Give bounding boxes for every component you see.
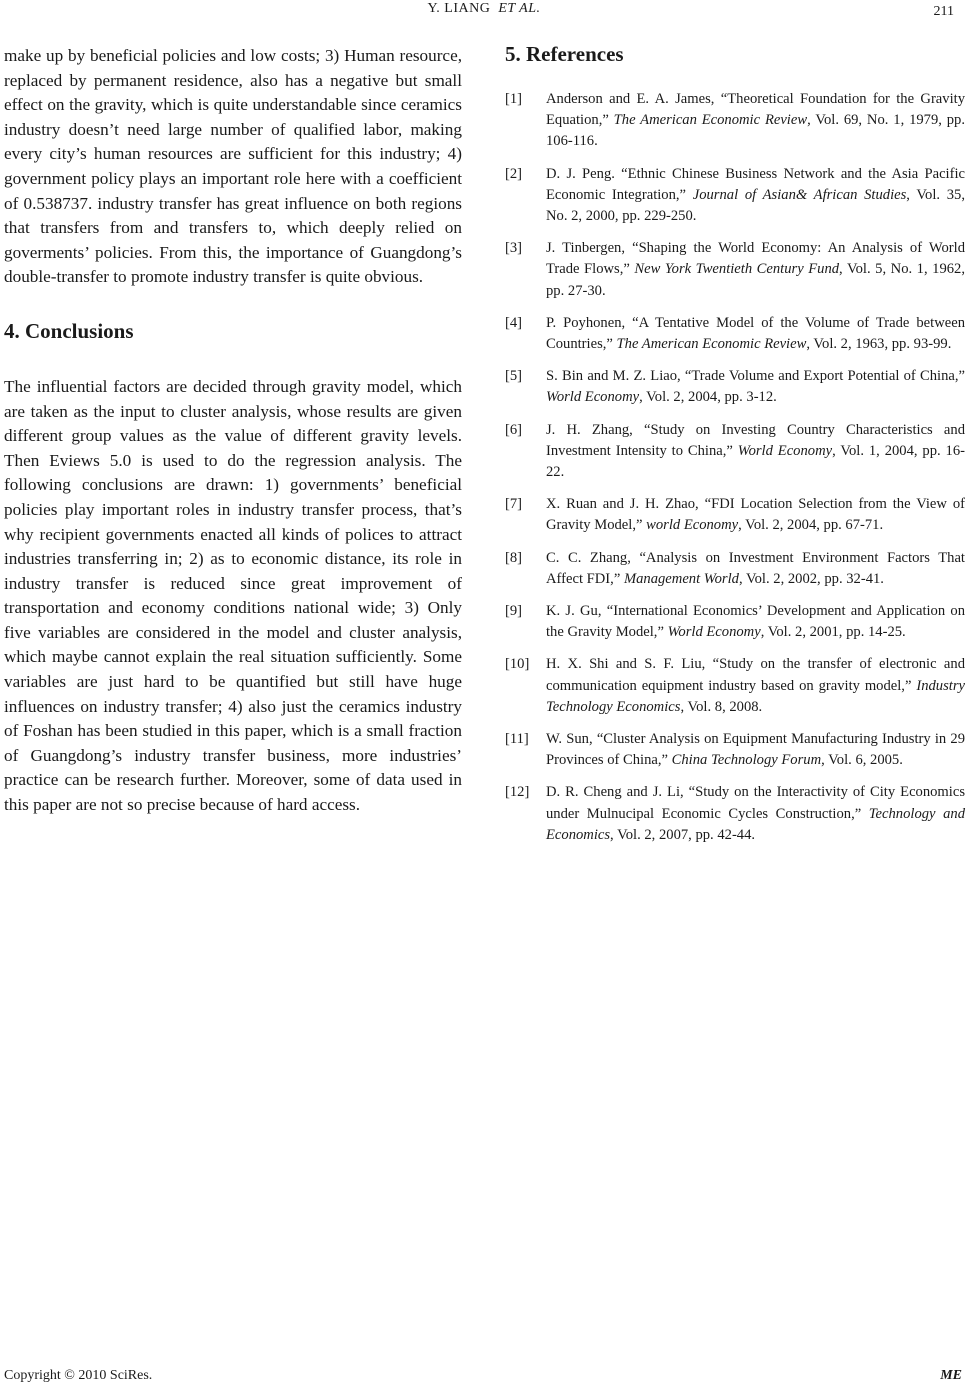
reference-number: [7] xyxy=(505,496,523,513)
reference-text xyxy=(546,313,965,355)
reference-number: [3] xyxy=(505,240,523,257)
running-head-etal: ET AL. xyxy=(498,1,541,16)
reference-text xyxy=(546,548,965,590)
reference-venue: The American Economic Review xyxy=(616,336,807,353)
reference-details: , Vol. 5, No. 1, 1962, pp. 27-30. xyxy=(546,261,965,299)
reference-details: , Vol. 2, 2004, pp. 3-12. xyxy=(639,389,777,406)
running-head xyxy=(0,1,968,17)
right-column xyxy=(505,44,965,857)
reference-authors-title: S. Bin and M. Z. Liao, “Trade Volume and Export Potential of China,” xyxy=(546,368,965,385)
page-number: 211 xyxy=(933,4,954,19)
reference-number: [6] xyxy=(505,421,523,438)
reference-details: , Vol. 6, 2005. xyxy=(821,752,903,769)
reference-text xyxy=(546,782,965,846)
reference-number: [12] xyxy=(505,784,530,801)
reference-authors-title: J. H. Zhang, “Study on Investing Country Characteristics and Investment Intensity to China,” xyxy=(546,421,965,459)
reference-item xyxy=(505,782,965,846)
reference-item xyxy=(505,601,965,643)
reference-list xyxy=(505,89,965,846)
reference-details: , Vol. 2, 2007, pp. 42-44. xyxy=(610,826,756,843)
reference-details: , Vol. 2, 1963, pp. 93-99. xyxy=(806,336,952,353)
reference-number: [2] xyxy=(505,165,523,182)
reference-details: , Vol. 35, No. 2, 2000, pp. 229-250. xyxy=(546,186,965,225)
reference-venue: China Technology Forum xyxy=(671,752,822,769)
reference-venue: Technology and Economics xyxy=(546,805,965,843)
reference-text xyxy=(546,89,965,153)
reference-item xyxy=(505,164,965,228)
reference-item xyxy=(505,366,965,408)
reference-text xyxy=(546,729,965,771)
reference-number: [8] xyxy=(505,549,523,566)
conclusions-heading: 4. Conclusions xyxy=(4,318,134,343)
reference-details: , Vol. 1, 2004, pp. 16-22. xyxy=(546,442,965,481)
reference-text xyxy=(546,164,965,228)
reference-venue: World Economy xyxy=(667,624,761,641)
left-column xyxy=(4,44,462,818)
reference-item xyxy=(505,494,965,536)
reference-venue: World Economy xyxy=(546,389,640,406)
reference-venue: The American Economic Review xyxy=(613,112,808,129)
reference-item xyxy=(505,313,965,355)
reference-authors-title: D. R. Cheng and J. Li, “Study on the Interactivity of City Economics under Mulnucipal Economic Cycles Construction,” xyxy=(546,784,965,822)
reference-number: [5] xyxy=(505,368,523,385)
reference-authors-title: D. J. Peng. “Ethnic Chinese Business Network and the Asia Pacific Economic Integration,” xyxy=(546,165,965,203)
reference-number: [10] xyxy=(505,656,530,673)
reference-authors-title: W. Sun, “Cluster Analysis on Equipment Manufacturing Industry in 29 Provinces of China,” xyxy=(546,731,965,769)
reference-authors-title: P. Poyhonen, “A Tentative Model of the Volume of Trade between Countries,” xyxy=(546,314,965,353)
reference-item xyxy=(505,238,965,302)
reference-venue: world Economy xyxy=(646,517,739,534)
reference-text xyxy=(546,601,965,643)
reference-item xyxy=(505,548,965,590)
reference-venue: New York Twentieth Century Fund xyxy=(634,261,840,278)
reference-details: , Vol. 2, 2001, pp. 14-25. xyxy=(760,624,906,641)
conclusions-paragraph: The influential factors are decided through gravity model, which are taken as the input to cluster analysis, whose results are given different group values as the value of different gravity levels. Then Eviews 5.0 is used to do the regression analysis. The following conclusions are drawn: 1) governments’ beneficial policies play important roles in industry transfer process, that’s why recipient governments enacted all kinds of polices to attract industries transferring in; 2) as to economic distance, its role in industry transfer is reduced since great improvement of transportation and economy conditions national wide; 3) Only five variables are considered in the model and cluster analysis, which maybe cannot explain the real situation sufficiently. Some variables are just hard to be quantified but still have huge influences on industry transfer; 4) also just the ceramics industry of Foshan has been studied in this paper, which is a small fraction of Guangdong’s industry transfer business, more industries’ practice can be research further. Moreover, some of data used in this paper are not so precise because of hard access. xyxy=(4,376,462,815)
reference-text xyxy=(546,238,965,302)
reference-authors-title: Anderson and E. A. James, “Theoretical Foundation for the Gravity Equation,” xyxy=(546,91,965,129)
reference-number: [4] xyxy=(505,314,523,331)
reference-details: , Vol. 8, 2008. xyxy=(680,698,763,715)
reference-item xyxy=(505,420,965,484)
reference-details: , Vol. 69, No. 1, 1979, pp. 106-116. xyxy=(546,112,965,150)
reference-venue: World Economy xyxy=(737,442,833,459)
reference-number: [9] xyxy=(505,603,523,620)
reference-venue: Journal of Asian& African Studies xyxy=(692,186,907,203)
reference-text xyxy=(546,420,965,484)
reference-item xyxy=(505,89,965,153)
reference-text xyxy=(546,654,965,718)
reference-item xyxy=(505,729,965,771)
reference-venue: Management World xyxy=(623,570,739,587)
reference-authors-title: K. J. Gu, “International Economics’ Development and Application on the Gravity Model,” xyxy=(546,603,965,641)
running-head-authors: Y. LIANG xyxy=(427,1,491,16)
reference-authors-title: C. C. Zhang, “Analysis on Investment Environment Factors That Affect FDI,” xyxy=(546,549,965,587)
reference-item xyxy=(505,654,965,718)
reference-details: , Vol. 2, 2004, pp. 67-71. xyxy=(738,517,884,534)
reference-authors-title: H. X. Shi and S. F. Liu, “Study on the transfer of electronic and communication equipment industry based on gravity model,” xyxy=(546,656,965,694)
reference-authors-title: J. Tinbergen, “Shaping the World Economy: An Analysis of World Trade Flows,” xyxy=(546,240,965,278)
intro-paragraph: make up by beneficial policies and low costs; 3) Human resource, replaced by permanent residence, also has a negative but small effect on the gravity, which is quite understandable since ceramics industry doesn’t need large number of qualified labor, making every city’s human resources are sufficient for this industry; 4) government policy plays an important role here with a coefficient of 0.538737. industry transfer has great influence on both regions that transfers from and transfers to, which deeply relied on goverments’ policies. From this, the importance of Guangdong’s double-transfer to promote industry transfer is quite obvious. xyxy=(4,46,462,287)
journal-abbreviation: ME xyxy=(940,1368,962,1383)
reference-details: , Vol. 2, 2002, pp. 32-41. xyxy=(738,570,884,587)
references-heading: 5. References xyxy=(505,42,624,66)
reference-venue: Industry Technology Economics xyxy=(546,677,965,715)
reference-authors-title: X. Ruan and J. H. Zhao, “FDI Location Selection from the View of Gravity Model,” xyxy=(546,496,965,534)
copyright-notice: Copyright © 2010 SciRes. xyxy=(4,1368,153,1383)
reference-text xyxy=(546,366,965,408)
reference-number: [1] xyxy=(505,91,523,107)
reference-text xyxy=(546,494,965,536)
reference-number: [11] xyxy=(505,731,529,748)
